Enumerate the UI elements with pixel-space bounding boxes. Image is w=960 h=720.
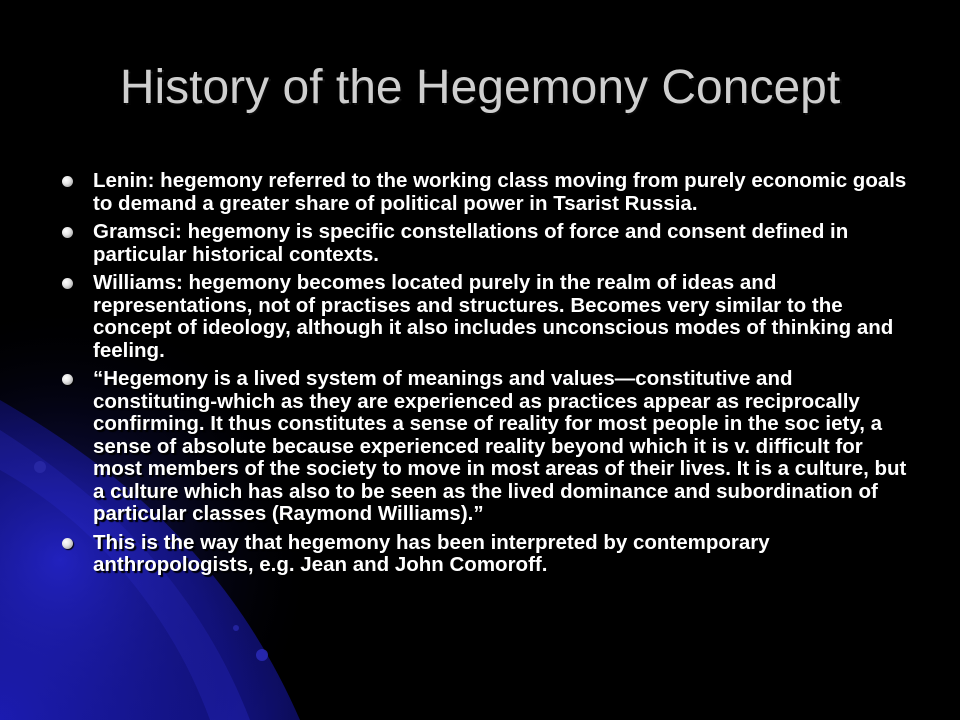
bullet-item — [62, 532, 912, 577]
bullet-list — [62, 170, 912, 583]
bullet-text: Williams: hegemony becomes located purely in the realm of ideas and representations, not of practises and structures. Becomes very similar to the concept of ideology, although it also includes unconscious modes of thinking and feeling. — [93, 271, 894, 362]
bullet-dot-icon — [62, 374, 73, 385]
bullet-text: “Hegemony is a lived system of meanings and values—constitutive and constituting-which as they are experienced as practices appear as reciprocally confirming. It thus constitutes a sense of reality for most people in the soc iety, a sense of absolute because experienced reality beyond which it is v. difficult for most members of the society to move in most areas of their lives. It is a culture, but a culture which has also to be seen as the lived dominance and subordination of particular classes (Raymond Williams).” — [93, 367, 907, 525]
bullet-dot-icon — [62, 538, 73, 549]
bullet-text: Lenin: hegemony referred to the working class moving from purely economic goals to demand a greater share of political power in Tsarist Russia. — [93, 169, 907, 215]
bullet-text: Gramsci: hegemony is specific constellations of force and consent defined in particular historical contexts. — [93, 220, 849, 266]
bullet-item — [62, 368, 912, 526]
decorative-dot — [256, 649, 268, 661]
bullet-item — [62, 272, 912, 362]
decorative-dot — [34, 461, 46, 473]
slide-title: History of the Hegemony Concept — [119, 61, 841, 114]
bullet-item — [62, 170, 912, 215]
bullet-dot-icon — [62, 227, 73, 238]
bullet-dot-icon — [62, 278, 73, 289]
bullet-item — [62, 221, 912, 266]
decorative-dot — [233, 625, 239, 631]
bullet-dot-icon — [62, 176, 73, 187]
bullet-text: This is the way that hegemony has been interpreted by contemporary anthropologists, e.g. Jean and John Comoroff. — [93, 530, 770, 576]
